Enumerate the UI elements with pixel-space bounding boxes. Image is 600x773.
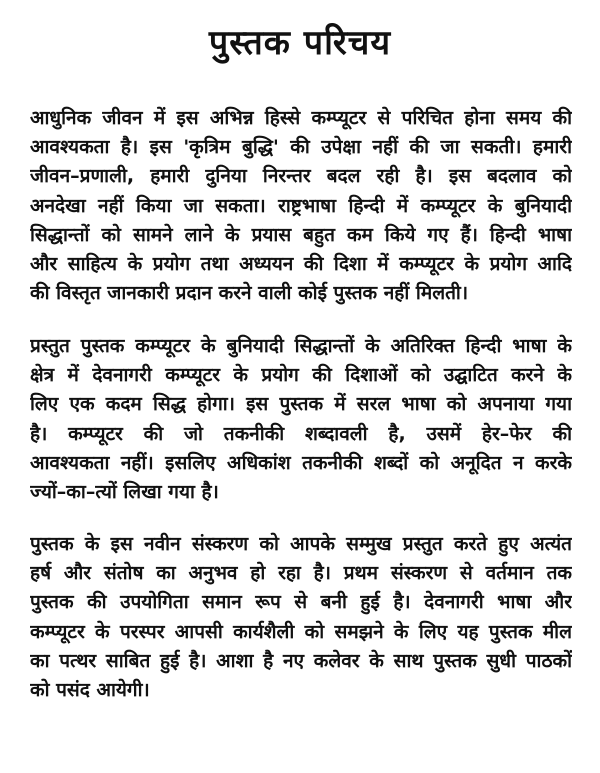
paragraph-1 bbox=[30, 104, 572, 308]
text-line: क्षेत्र में देवनागरी कम्प्यूटर के प्रयोग की दिशाओं को उद्घाटित करने के bbox=[30, 364, 572, 387]
text-line: ज्यों–का–त्यों लिखा गया है। bbox=[30, 480, 219, 503]
text-line: पुस्तक की उपयोगिता समान रूप से बनी हुई है। देवनागरी भाषा और bbox=[30, 591, 572, 614]
text-line: अनदेखा नहीं किया जा सकता। राष्ट्रभाषा हिन्दी में कम्प्यूटर के बुनियादी bbox=[30, 194, 572, 217]
text-line: आवश्यकता है। इस 'कृत्रिम बुद्धि' की उपेक्षा नहीं की जा सकती। हमारी bbox=[30, 136, 572, 159]
page-title: पुस्तक परिचय bbox=[208, 23, 392, 63]
text-line: पुस्तक के इस नवीन संस्करण को आपके सम्मुख प्रस्तुत करते हुए अत्यंत bbox=[30, 533, 572, 555]
text-line: हर्ष और संतोष का अनुभव हो रहा है। प्रथम संस्करण से वर्तमान तक bbox=[30, 562, 572, 585]
text-line: का पत्थर साबित हुई है। आशा है नए कलेवर के साथ पुस्तक सुधी पाठकों bbox=[30, 649, 572, 672]
paragraph-3 bbox=[30, 530, 572, 705]
text-line: लिए एक कदम सिद्ध होगा। इस पुस्तक में सरल भाषा को अपनाया गया bbox=[30, 393, 572, 416]
text-line: आधुनिक जीवन में इस अभिन्न हिस्से कम्प्यूटर से परिचित होना समय की bbox=[30, 107, 572, 129]
text-line: की विस्तृत जानकारी प्रदान करने वाली कोई पुस्तक नहीं मिलती। bbox=[30, 282, 469, 305]
text-line: और साहित्य के प्रयोग तथा अध्ययन की दिशा में कम्प्यूटर के प्रयोग आदि bbox=[30, 252, 572, 275]
text-line: को पसंद आयेगी। bbox=[30, 678, 150, 701]
text-line: आवश्यकता नहीं। इसलिए अधिकांश तकनीकी शब्दों को अनूदित न करके bbox=[30, 451, 572, 474]
text-line: प्रस्तुत पुस्तक कम्प्यूटर के बुनियादी सिद्धान्तों के अतिरिक्त हिन्दी भाषा के bbox=[30, 335, 572, 357]
text-line: कम्प्यूटर के परस्पर आपसी कार्यशैली को समझने के लिए यह पुस्तक मील bbox=[30, 620, 572, 643]
text-line: जीवन–प्रणाली, हमारी दुनिया निरन्तर बदल रही है। इस बदलाव को bbox=[30, 165, 572, 188]
text-line: सिद्धान्तों को सामने लाने के प्रयास बहुत कम किये गए हैं। हिन्दी भाषा bbox=[30, 223, 572, 246]
text-line: है। कम्प्यूटर की जो तकनीकी शब्दावली है, उसमें हेर–फेर की bbox=[30, 422, 572, 445]
paragraph-2 bbox=[30, 332, 572, 507]
